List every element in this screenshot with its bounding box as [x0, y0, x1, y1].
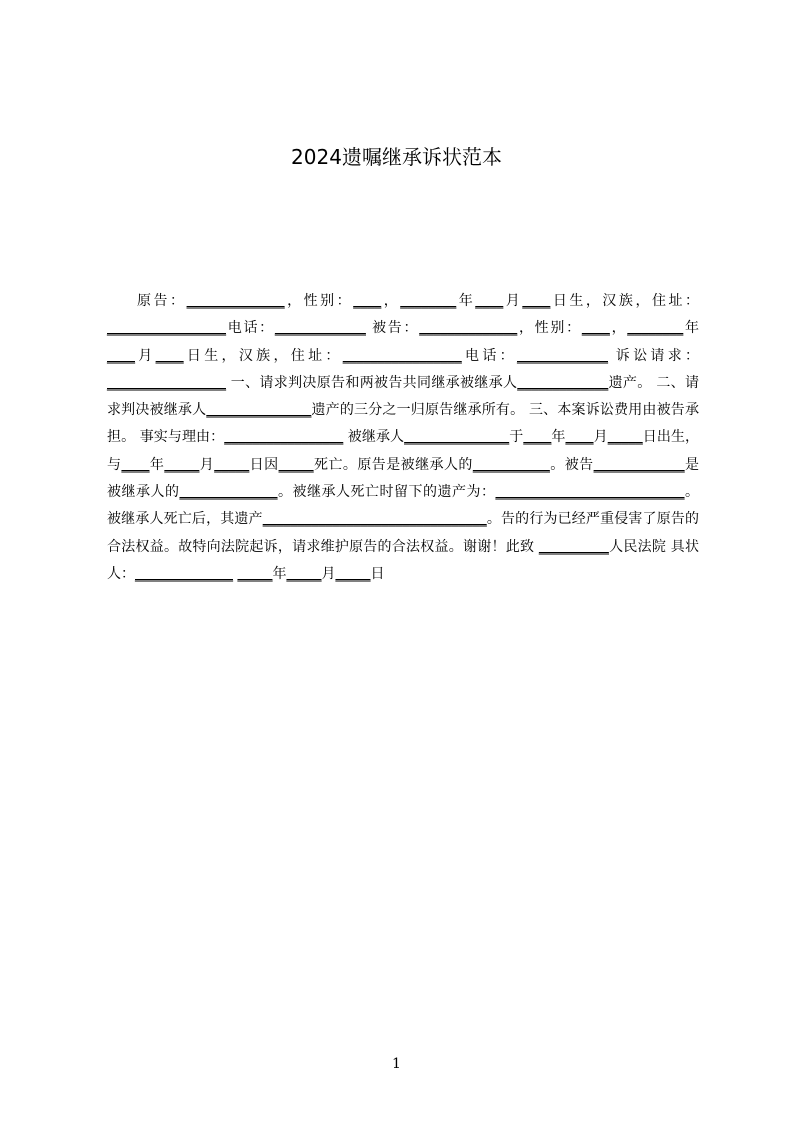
document-title: 2024遗嘱继承诉状范本: [291, 145, 502, 169]
fill-in-blank: __________: [538, 538, 609, 555]
fill-in-blank: _________________: [342, 347, 462, 364]
fill-in-blank: _______________: [206, 402, 312, 419]
fill-in-blank: ______________: [135, 565, 233, 582]
fill-in-blank: ___________: [472, 456, 550, 473]
body-text-run: 。 被继承人死亡后，其遗产: [107, 484, 699, 528]
fill-in-blank: ____: [121, 456, 150, 473]
fill-in-blank: _____: [607, 429, 643, 446]
fill-in-blank: ______________: [186, 293, 285, 309]
body-text-run: ，: [381, 293, 401, 309]
fill-in-blank: ____: [523, 429, 552, 446]
fill-in-blank: ____: [565, 429, 594, 446]
fill-in-blank: ______________: [419, 320, 518, 337]
fill-in-blank: ____: [353, 293, 382, 309]
body-text-run: 。被告: [549, 456, 594, 473]
body-text-run: 遗产。 二、请求判决被继承人: [107, 374, 700, 419]
fill-in-blank: _____________: [517, 347, 608, 364]
body-text-run: 人民法院 具状人：: [107, 538, 700, 582]
fill-in-blank: _____________: [274, 320, 366, 337]
page-number: 1: [392, 1056, 401, 1072]
fill-in-blank: _____________: [593, 456, 685, 473]
fill-in-blank: _____: [335, 565, 371, 582]
fill-in-blank: _________________: [107, 320, 226, 337]
body-text-run: 日出生，与: [107, 429, 700, 473]
body-text-run: 年: [456, 293, 476, 309]
fill-in-blank: ____: [475, 293, 504, 309]
body-text-run: 日: [370, 565, 385, 582]
fill-in-blank: ________: [400, 293, 457, 309]
fill-in-blank: ____: [581, 320, 610, 337]
body-text-run: 月: [135, 347, 156, 364]
fill-in-blank: _____: [214, 456, 250, 473]
fill-in-blank: _____: [286, 565, 322, 582]
fill-in-blank: ________________________________: [262, 511, 487, 528]
body-text-run: 月: [593, 429, 608, 446]
body-text-run: 日因: [249, 456, 279, 473]
body-text-run: 原告：: [137, 293, 187, 309]
complaint-body-paragraph: [107, 288, 699, 588]
fill-in-blank: _____: [278, 456, 314, 473]
fill-in-blank: _____: [164, 456, 200, 473]
body-text-run: ，性别：: [517, 320, 582, 337]
body-text-run: 电话：: [461, 347, 517, 364]
fill-in-blank: _________________: [107, 374, 226, 391]
body-text-run: 电话：: [226, 320, 275, 337]
fill-in-blank: ____: [155, 347, 184, 364]
fill-in-blank: ______________: [179, 484, 278, 501]
body-text-run: 诉讼请求：: [608, 347, 700, 364]
body-text-run: 年: [149, 456, 165, 473]
body-text-run: 是被继承人的: [107, 456, 700, 501]
fill-in-blank: ____: [522, 293, 551, 309]
body-text-run: 死亡。原告是被继承人的: [313, 456, 473, 473]
body-text-run: 于: [509, 429, 524, 446]
body-text-run: 。被继承人死亡时留下的遗产为：: [277, 484, 496, 501]
body-text-run: 月: [321, 565, 336, 582]
body-text-run: 年: [551, 429, 566, 446]
fill-in-blank: ____: [107, 347, 135, 364]
body-text-run: 日生，汉族，住址：: [183, 347, 343, 364]
body-text-run: 月: [199, 456, 215, 473]
fill-in-blank: _____: [237, 565, 273, 582]
body-text-run: 年: [683, 320, 700, 337]
body-text-run: 。告的行为已经严重侵害了原告的合法权益。故特向法院起诉，请求维护原告的合法权益。谢谢！此致: [107, 511, 700, 555]
body-text-run: 月: [503, 293, 523, 309]
body-text-run: 一、请求判决原告和两被告共同继承被继承人: [226, 374, 518, 391]
fill-in-blank: ________: [627, 320, 684, 337]
fill-in-blank: _________________: [224, 429, 344, 446]
body-text-run: 年: [272, 565, 287, 582]
body-text-run: ，性别：: [284, 293, 354, 309]
body-text-run: 日生，汉族，住址：: [550, 293, 700, 309]
fill-in-blank: _______________: [404, 429, 510, 446]
body-text-run: ，: [609, 320, 628, 337]
body-text-run: 被继承人: [343, 429, 405, 446]
fill-in-blank: _____________: [517, 374, 609, 391]
fill-in-blank: ___________________________: [495, 484, 685, 501]
body-text-run: 被告：: [365, 320, 420, 337]
body-text-run: 遗产的三分之一归原告继承所有。 三、本案诉讼费用由被告承担。 事实与理由：: [107, 402, 699, 446]
